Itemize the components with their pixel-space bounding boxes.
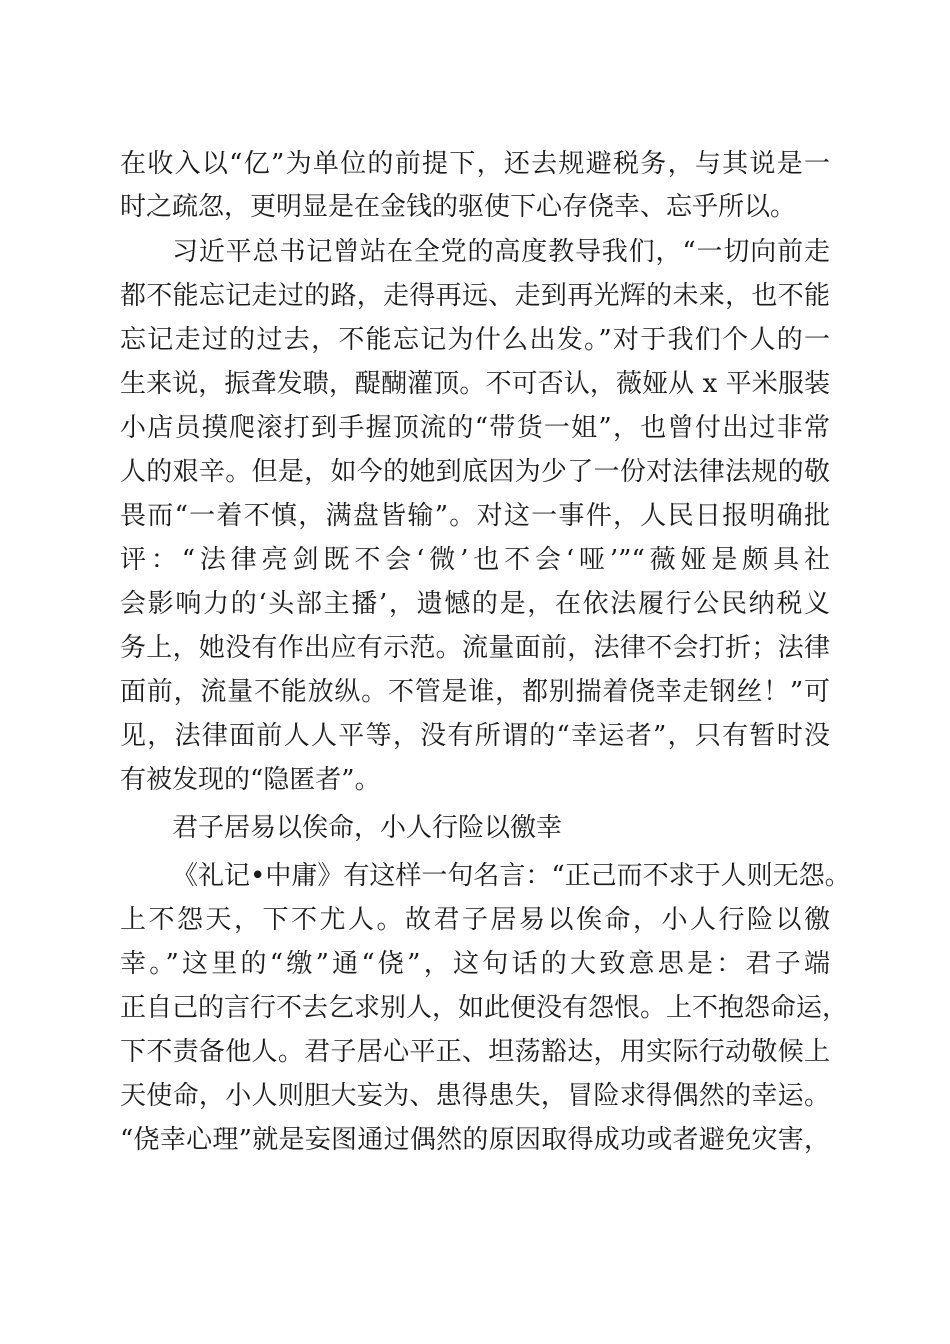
paragraph-line: 生来说，振聋发聩，醍醐灌顶。不可否认，薇娅从 x 平米服装 (120, 369, 830, 399)
paragraph-line: 评：“法律亮剑既不会‘微’也不会‘哑’”“薇娅是颇具社 (120, 545, 830, 575)
paragraph-line: 畏而“一着不慎，满盘皆输”。对这一事件，人民日报明确批 (120, 501, 830, 531)
section-heading: 君子居易以俟命，小人行险以徼幸 (172, 813, 563, 843)
paragraph-line: 正自己的言行不去乞求别人，如此便没有怨恨。上不抱怨命运， (120, 993, 849, 1023)
paragraph-line: 会影响力的‘头部主播’，遗憾的是，在依法履行公民纳税义 (120, 589, 830, 619)
paragraph-line: “侥幸心理”就是妄图通过偶然的原因取得成功或者避免灾害， (120, 1125, 830, 1155)
paragraph-line: 都不能忘记走过的路，走得再远、走到再光辉的未来，也不能 (120, 281, 830, 311)
paragraph-line: 下不责备他人。君子居心平正、坦荡豁达，用实际行动敬候上 (120, 1037, 830, 1067)
paragraph-line: 见，法律面前人人平等，没有所谓的“幸运者”，只有暂时没 (120, 721, 830, 751)
paragraph-line: 习近平总书记曾站在全党的高度教导我们，“一切向前走 (172, 237, 830, 267)
paragraph-line: 面前，流量不能放纵。不管是谁，都别揣着侥幸走钢丝！”可 (120, 677, 830, 707)
paragraph-line: 在收入以“亿”为单位的前提下，还去规避税务，与其说是一 (120, 149, 830, 179)
paragraph-line: 小店员摸爬滚打到手握顶流的“带货一姐”，也曾付出过非常 (120, 413, 830, 443)
paragraph-line: 务上，她没有作出应有示范。流量面前，法律不会打折；法律 (120, 633, 830, 663)
paragraph-line: 《礼记•中庸》有这样一句名言：“正己而不求于人则无怨。 (172, 861, 851, 891)
paragraph-line: 人的艰辛。但是，如今的她到底因为少了一份对法律法规的敬 (120, 457, 830, 487)
paragraph-line: 幸。”这里的“缴”通“侥”，这句话的大致意思是：君子端 (120, 949, 830, 979)
paragraph-line: 天使命，小人则胆大妄为、患得患失，冒险求得偶然的幸运。 (120, 1081, 830, 1111)
paragraph-line: 时之疏忽，更明显是在金钱的驱使下心存侥幸、忘乎所以。 (120, 192, 797, 222)
paragraph-line: 上不怨天，下不尤人。故君子居易以俟命，小人行险以徼 (120, 905, 830, 935)
paragraph-line: 有被发现的“隐匿者”。 (120, 765, 381, 795)
paragraph-line: 忘记走过的过去，不能忘记为什么出发。”对于我们个人的一 (120, 325, 830, 355)
